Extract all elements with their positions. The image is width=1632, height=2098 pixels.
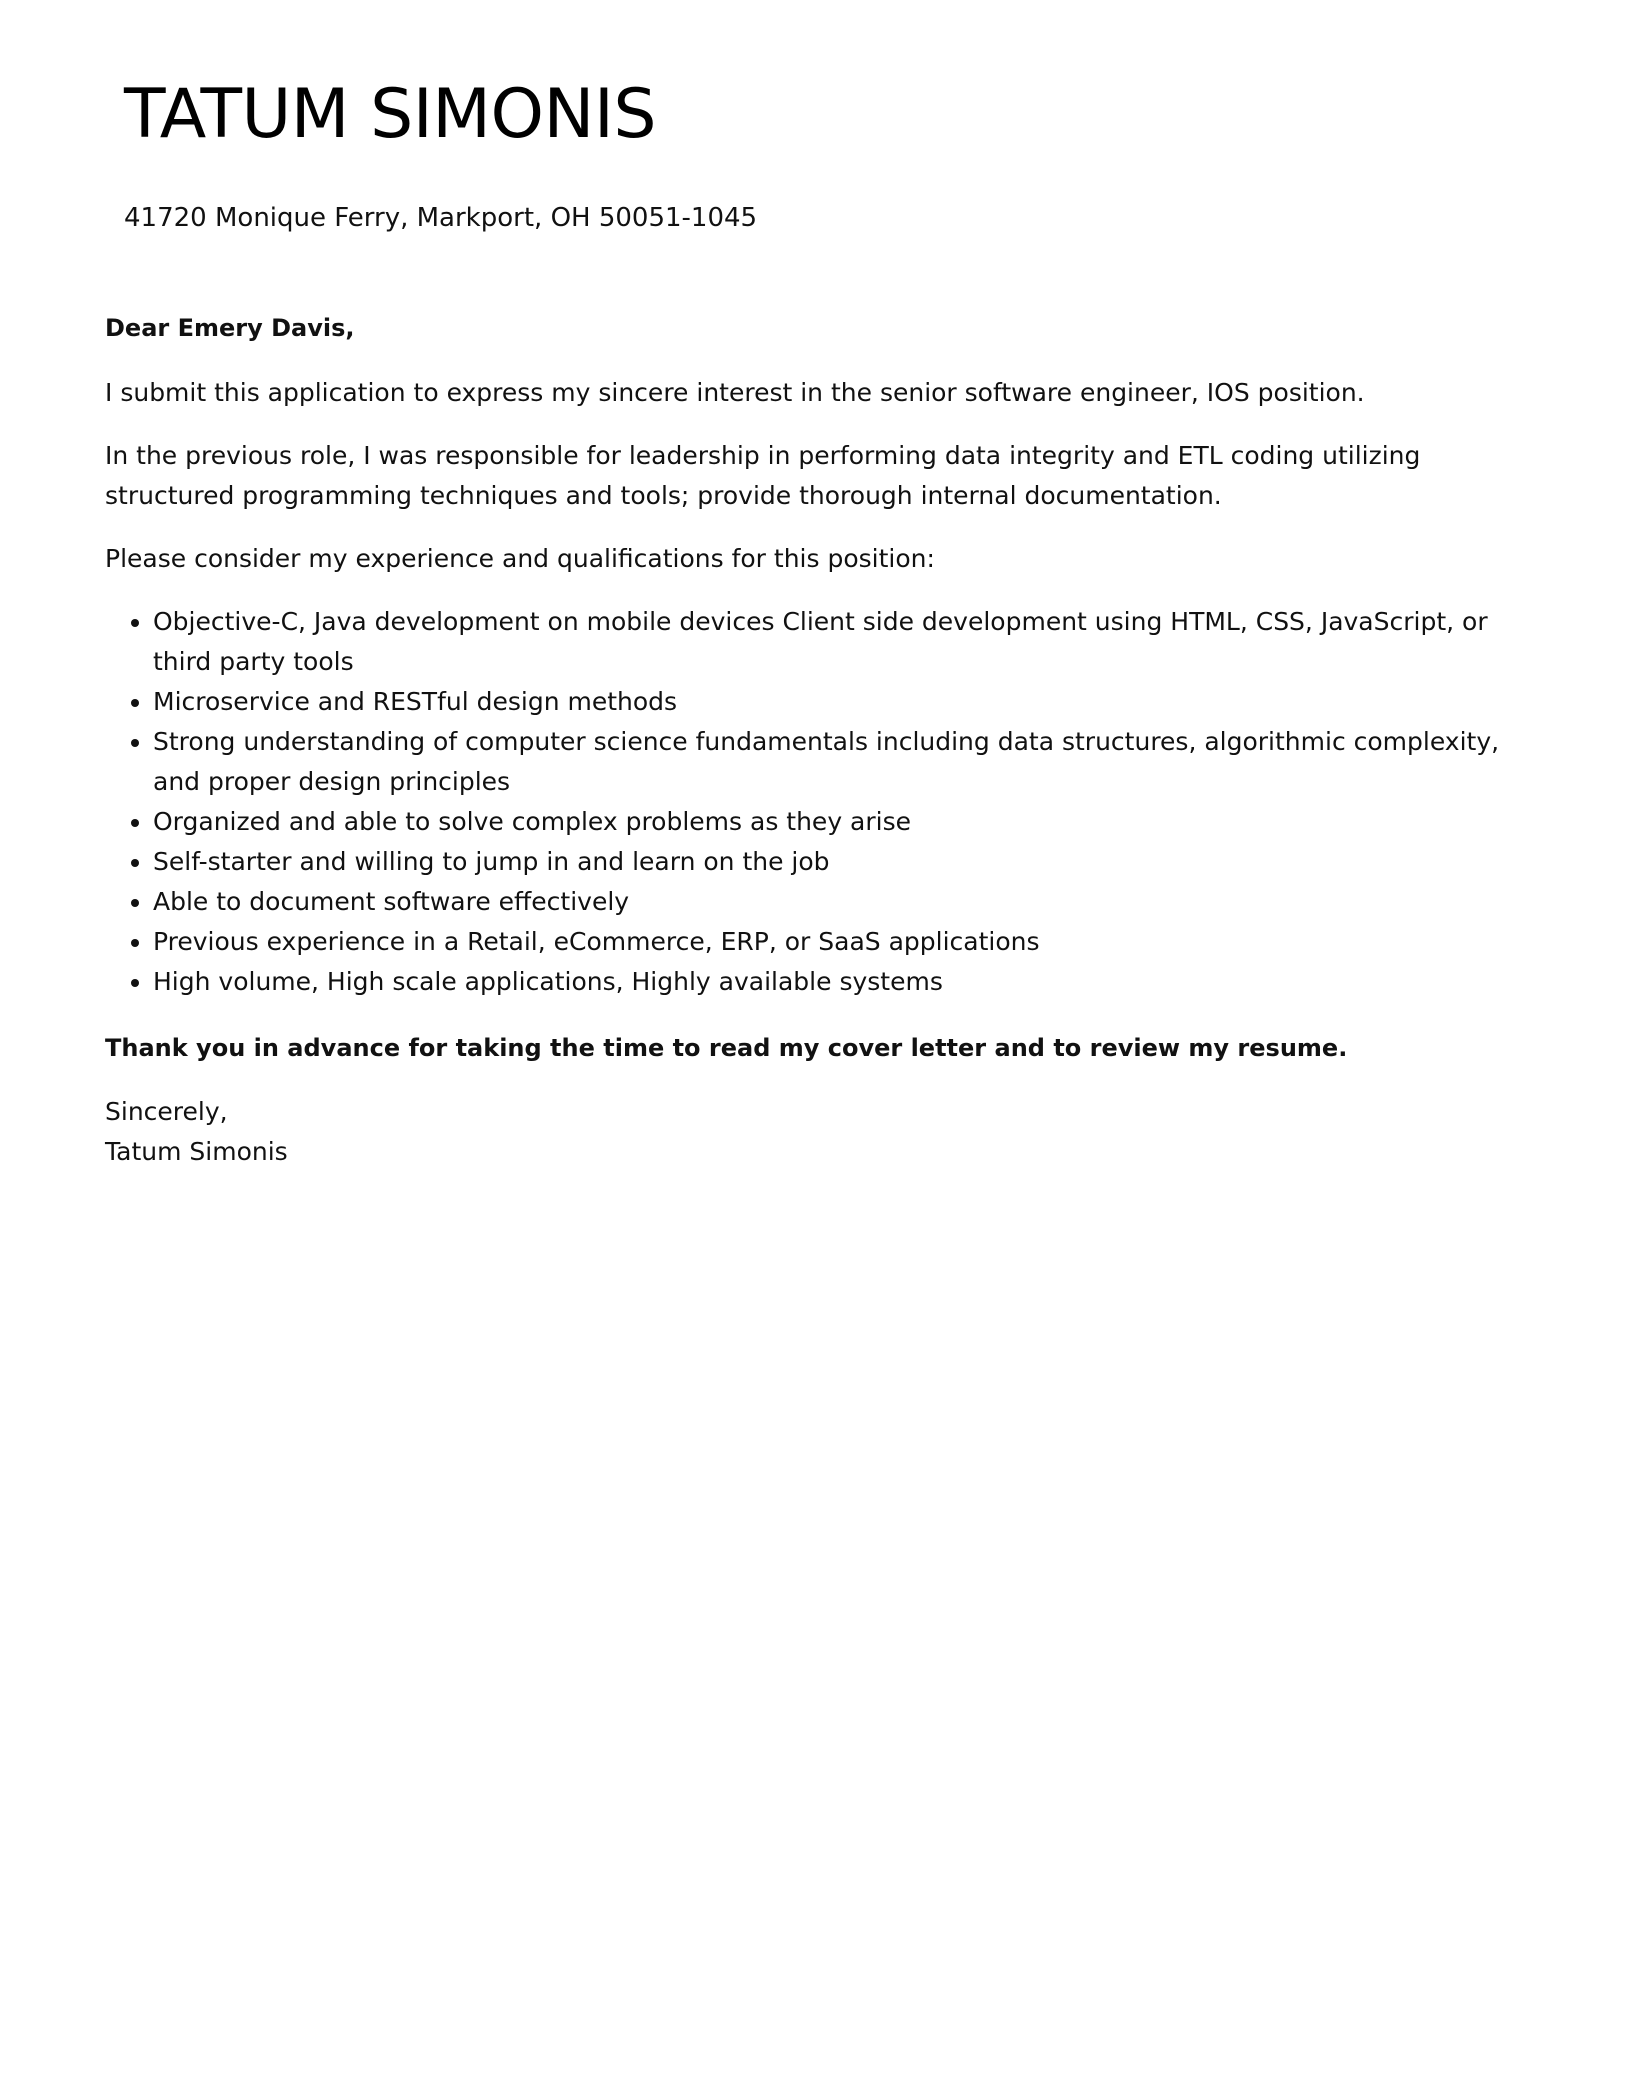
qualification-item: • Microservice and RESTful design methods — [153, 682, 1525, 722]
salutation: Dear Emery Davis, — [105, 314, 355, 342]
previous-role-paragraph: In the previous role, I was responsible for leadership in performing data integrity and ETL coding utilizing structured programming techniques and tools; provide thorough internal documentation. — [105, 441, 1421, 510]
intro-paragraph: I submit this application to express my sincere interest in the senior software engineer, IOS position. — [105, 378, 1365, 407]
applicant-name: TATUM SIMONIS — [124, 75, 657, 154]
letter-header — [124, 70, 757, 234]
signoff-block — [105, 1092, 1525, 1172]
signature-name: Tatum Simonis — [105, 1137, 288, 1166]
qualification-item: • High volume, High scale applications, Highly available systems — [153, 962, 1525, 1002]
thank-you-paragraph: Thank you in advance for taking the time to read my cover letter and to review my resume. — [105, 1034, 1348, 1062]
qualification-item: • Able to document software effectively — [153, 882, 1525, 922]
applicant-address: 41720 Monique Ferry, Markport, OH 50051-1045 — [124, 203, 758, 233]
consider-paragraph: Please consider my experience and qualifications for this position: — [105, 544, 935, 573]
qualification-item: • Strong understanding of computer science fundamentals including data structures, algorithmic complexity, and proper design principles — [153, 722, 1525, 802]
qualification-item: • Previous experience in a Retail, eCommerce, ERP, or SaaS applications — [153, 922, 1525, 962]
letter-body — [105, 308, 1525, 1172]
qualifications-list — [105, 602, 1525, 1002]
qualification-item: • Organized and able to solve complex problems as they arise — [153, 802, 1525, 842]
qualification-item: • Self-starter and willing to jump in and learn on the job — [153, 842, 1525, 882]
closing-text: Sincerely, — [105, 1097, 228, 1126]
qualification-item: • Objective-C, Java development on mobile devices Client side development using HTML, CSS, JavaScript, or third party tools — [153, 602, 1525, 682]
